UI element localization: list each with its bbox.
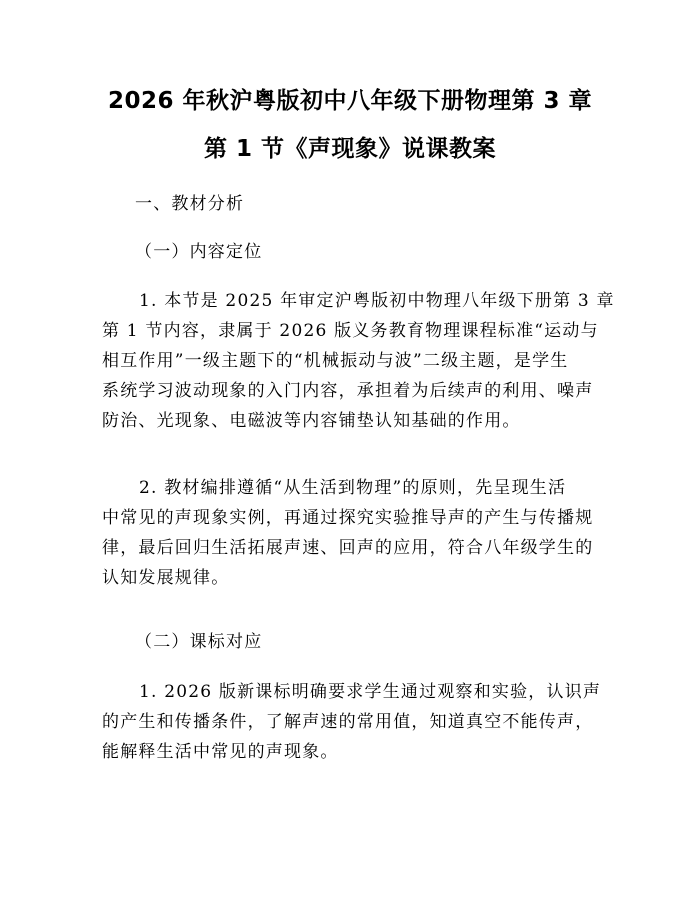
paragraph-1 [102,286,615,436]
paragraph-3 [102,677,602,767]
subsection-heading-curriculum-standard: （二）课标对应 [135,632,263,652]
paragraph-2-line: 中常见的声现象实例，再通过探究实验推导声的产生与传播规 [102,508,594,528]
paragraph-2-line: 认知发展规律。 [102,568,230,588]
paragraph-1-line: 第 1 节内容，隶属于 2026 版义务教育物理课程标准“运动与 [102,321,599,341]
paragraph-2-line: 律，最后回归生活拓展声速、回声的应用，符合八年级学生的 [102,538,594,558]
paragraph-3-line: 的产生和传播条件，了解声速的常用值，知道真空不能传声， [102,712,594,732]
paragraph-2-line: 2. 教材编排遵循“从生活到物理”的原则，先呈现生活 [139,478,567,498]
document-title-line-2: 第 1 节《声现象》说课教案 [203,136,497,162]
subsection-heading-content-positioning: （一）内容定位 [135,242,263,262]
paragraph-1-line: 防治、光现象、电磁波等内容铺垫认知基础的作用。 [102,411,521,431]
paragraph-1-line: 系统学习波动现象的入门内容，承担着为后续声的利用、噪声 [102,381,594,401]
paragraph-1-line: 相互作用”一级主题下的“机械振动与波”二级主题，是学生 [102,351,569,371]
document-title-line-1: 2026 年秋沪粤版初中八年级下册物理第 3 章 [107,88,593,114]
paragraph-3-line: 1. 2026 版新课标明确要求学生通过观察和实验，认识声 [139,682,602,702]
paragraph-1-line: 1. 本节是 2025 年审定沪粤版初中物理八年级下册第 3 章 [139,291,615,311]
section-heading-textbook-analysis: 一、教材分析 [135,194,245,214]
paragraph-3-line: 能解释生活中常见的声现象。 [102,742,339,762]
paragraph-2 [102,473,602,593]
